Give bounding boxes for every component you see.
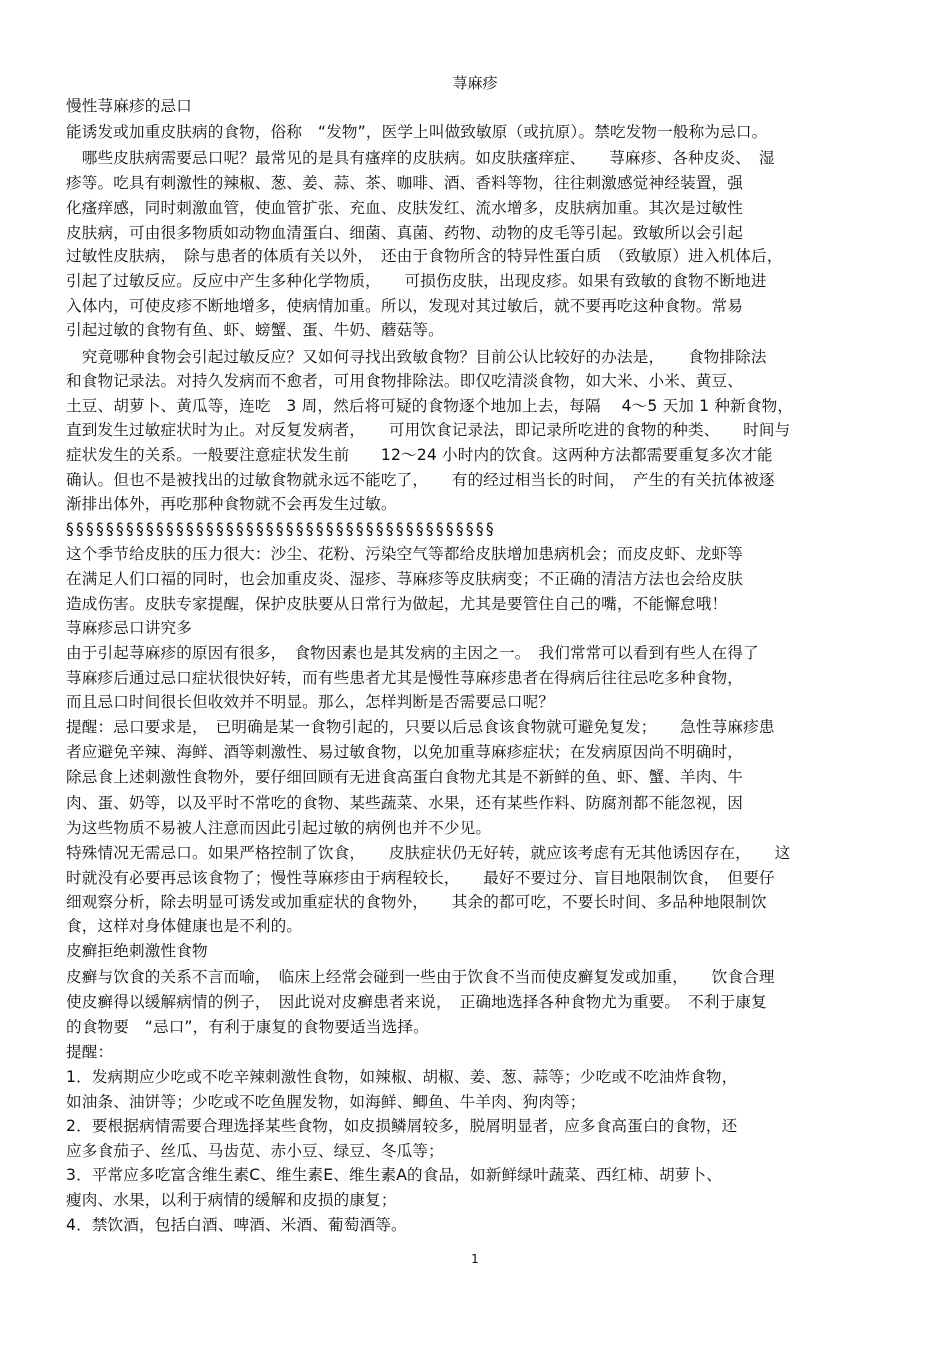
text-line: 者应避免辛辣、海鲜、酒等刺激性、易过敏食物，以免加重荨麻疹症状；在发病原因尚不明确时， [66, 743, 743, 761]
page-title: 荨麻疹 [452, 74, 498, 92]
text-line: 的食物要 “忌口”，有利于康复的食物要适当选择。 [66, 1018, 429, 1036]
text-line: 细观察分析，除去明显可诱发或加重症状的食物外， 其余的都可吃，不要长时间、多品种地限制饮 [66, 893, 767, 911]
text-line: 而且忌口时间很长但收效并不明显。那么，怎样判断是否需要忌口呢？ [66, 693, 555, 711]
text-line: 在满足人们口福的同时，也会加重皮炎、湿疹、荨麻疹等皮肤病变；不正确的清洁方法也会给皮肤 [66, 570, 743, 588]
text-line: 渐排出体外，再吃那种食物就不会再发生过敏。 [66, 495, 397, 513]
list-item-continuation: 瘦肉、水果，以利于病情的缓解和皮损的康复； [66, 1191, 397, 1209]
text-line: 引起了过敏反应。反应中产生多种化学物质， 可损伤皮肤，出现皮疹。如果有致敏的食物不断地进 [66, 272, 767, 290]
section-divider: §§§§§§§§§§§§§§§§§§§§§§§§§§§§§§§§§§§§§§§§§§§ [66, 520, 496, 538]
text-line: 究竟哪种食物会引起过敏反应？又如何寻找出致敏食物？目前公认比较好的办法是， 食物排除法 [66, 348, 767, 366]
section-heading: 皮癣拒绝刺激性食物 [66, 942, 208, 960]
text-line: 引起过敏的食物有鱼、虾、螃蟹、蛋、牛奶、蘑菇等。 [66, 321, 444, 339]
text-line: 为这些物质不易被人注意而因此引起过敏的病例也并不少见。 [66, 819, 492, 837]
text-line: 能诱发或加重皮肤病的食物，俗称 “发物”，医学上叫做致敏原（或抗原）。禁吃发物一般称为忌口。 [66, 123, 768, 141]
list-item-continuation: 如油条、油饼等；少吃或不吃鱼腥发物，如海鲜、鲫鱼、牛羊肉、狗肉等； [66, 1093, 586, 1111]
text-line: 和食物记录法。对持久发病而不愈者，可用食物排除法。即仅吃清淡食物，如大米、小米、黄豆、 [66, 372, 743, 390]
section-heading: 荨麻疹忌口讲究多 [66, 619, 192, 637]
list-item: 2．要根据病情需要合理选择某些食物，如皮损鳞屑较多，脱屑明显者，应多食高蛋白的食物，还 [66, 1117, 738, 1135]
text-line: 化瘙痒感，同时刺激血管，使血管扩张、充血、皮肤发红、流水增多，皮肤病加重。其次是过敏性 [66, 199, 743, 217]
text-line: 食，这样对身体健康也是不利的。 [66, 917, 303, 935]
text-line: 直到发生过敏症状时为止。对反复发病者， 可用饮食记录法，即记录所吃进的食物的种类、 时间与 [66, 421, 791, 439]
text-line: 皮肤病，可由很多物质如动物血清蛋白、细菌、真菌、药物、动物的皮毛等引起。致敏所以会引起 [66, 224, 743, 242]
text-line: 提醒： [66, 1043, 114, 1061]
text-line: 肉、蛋、奶等，以及平时不常吃的食物、某些蔬菜、水果，还有某些作料、防腐剂都不能忽视，因 [66, 794, 743, 812]
text-line: 皮癣与饮食的关系不言而喻， 临床上经常会碰到一些由于饮食不当而使皮癣复发或加重， 饮食合理 [66, 968, 775, 986]
text-line: 这个季节给皮肤的压力很大：沙尘、花粉、污染空气等都给皮肤增加患病机会；而皮皮虾、龙虾等 [66, 545, 743, 563]
text-line: 确认。但也不是被找出的过敏食物就永远不能吃了， 有的经过相当长的时间， 产生的有关抗体被逐 [66, 471, 775, 489]
list-item: 3．平常应多吃富含维生素C、维生素E、维生素A的食品，如新鲜绿叶蔬菜、西红柿、胡萝卜、 [66, 1166, 722, 1184]
text-line: 造成伤害。皮肤专家提醒，保护皮肤要从日常行为做起，尤其是要管住自己的嘴，不能懈怠哦！ [66, 595, 728, 613]
page-number: 1 [471, 1252, 479, 1266]
list-item: 4．禁饮酒，包括白酒、啤酒、米酒、葡萄酒等。 [66, 1216, 407, 1234]
text-line: 除忌食上述刺激性食物外，要仔细回顾有无进食高蛋白食物尤其是不新鲜的鱼、虾、蟹、羊肉、牛 [66, 768, 743, 786]
text-line: 土豆、胡萝卜、黄瓜等，连吃 3 周，然后将可疑的食物逐个地加上去，每隔 4～5 天加 1 种新食物， [66, 397, 794, 415]
text-line: 特殊情况无需忌口。如果严格控制了饮食， 皮肤症状仍无好转，就应该考虑有无其他诱因存在， 这 [66, 844, 791, 862]
text-line: 提醒：忌口要求是， 已明确是某一食物引起的，只要以后忌食该食物就可避免复发； 急性荨麻疹患 [66, 718, 775, 736]
list-item-continuation: 应多食茄子、丝瓜、马齿苋、赤小豆、绿豆、冬瓜等； [66, 1142, 444, 1160]
list-item: 1．发病期应少吃或不吃辛辣刺激性食物，如辣椒、胡椒、姜、葱、蒜等；少吃或不吃油炸食物， [66, 1068, 738, 1086]
text-line: 使皮癣得以缓解病情的例子， 因此说对皮癣患者来说， 正确地选择各种食物尤为重要。 不利于康复 [66, 993, 767, 1011]
section-heading: 慢性荨麻疹的忌口 [66, 97, 192, 115]
text-line: 荨麻疹后通过忌口症状很快好转，而有些患者尤其是慢性荨麻疹患者在得病后往往忌吃多种食物， [66, 669, 743, 687]
text-line: 入体内，可使皮疹不断地增多，使病情加重。所以，发现对其过敏后，就不要再吃这种食物。常易 [66, 297, 743, 315]
text-line: 过敏性皮肤病， 除与患者的体质有关以外， 还由于食物所含的特异性蛋白质 （致敏原）进入机体后， [66, 247, 783, 265]
text-line: 疹等。吃具有刺激性的辣椒、葱、姜、蒜、茶、咖啡、酒、香料等物，往往刺激感觉神经装置，强 [66, 174, 743, 192]
text-line: 由于引起荨麻疹的原因有很多， 食物因素也是其发病的主因之一。 我们常常可以看到有些人在得了 [66, 644, 759, 662]
text-line: 症状发生的关系。一般要注意症状发生前 12～24 小时内的饮食。这两种方法都需要重复多次才能 [66, 446, 773, 464]
text-line: 哪些皮肤病需要忌口呢？最常见的是具有瘙痒的皮肤病。如皮肤瘙痒症、 荨麻疹、各种皮炎、 湿 [66, 149, 775, 167]
text-line: 时就没有必要再忌该食物了；慢性荨麻疹由于病程较长， 最好不要过分、盲目地限制饮食， 但要仔 [66, 869, 775, 887]
